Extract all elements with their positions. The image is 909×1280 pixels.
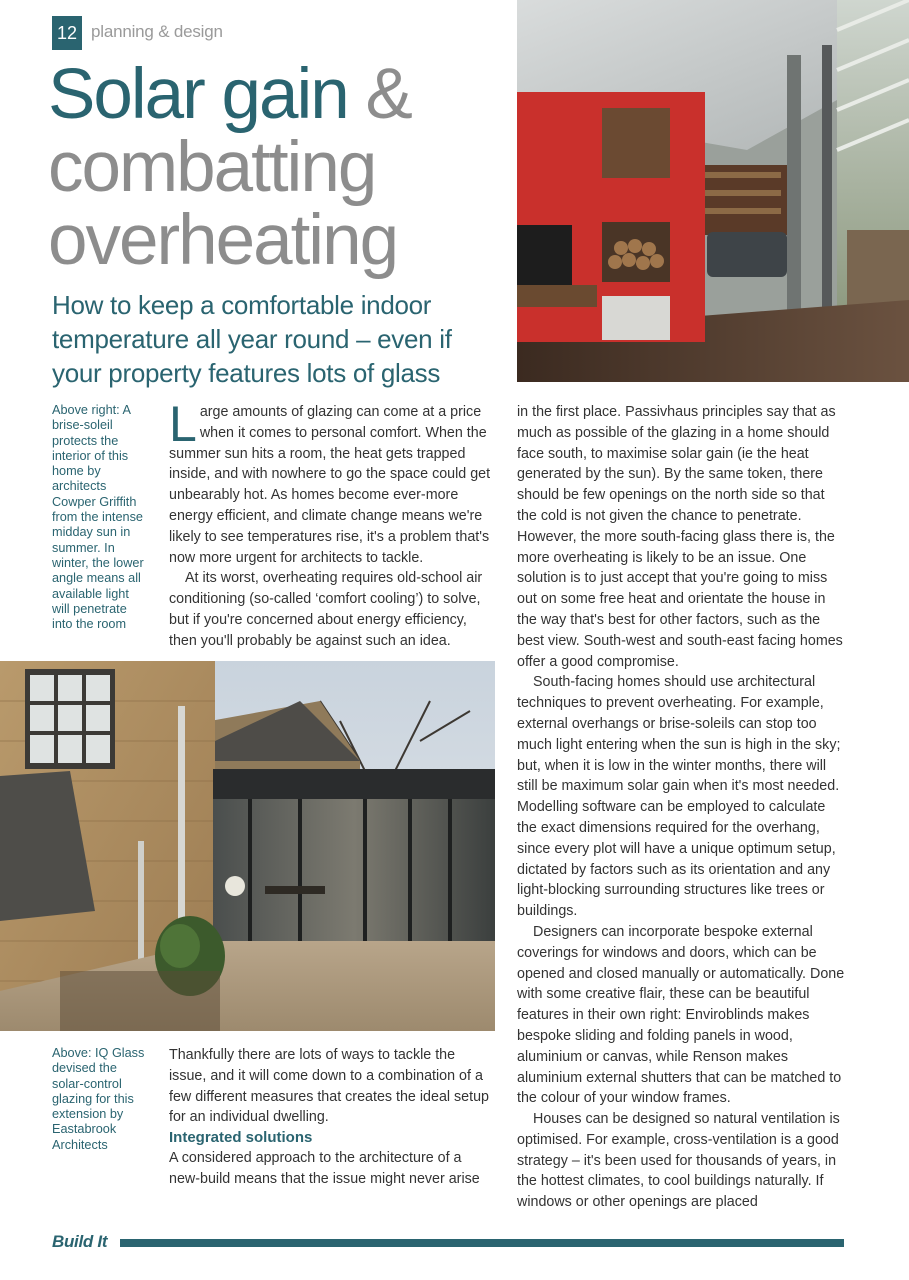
paragraph-5: in the first place. Passivhaus principles say that as much as possible of the glazing in a home should face south, to maximise solar gain (ie the heat generated by the sun). By the same token, there should be few openings on the north side so that the cold is not given the chance to penetrate. However, the more south-facing glass there is, the more overheating is likely to be an issue. One solution is to just accept that you're going to miss out on some free heat and orientate the house in the way that's best for other factors, such as the best view. South-west and south-east facing homes offer a good compromise. [517,404,843,670]
paragraph-4: A considered approach to the architecture of a new-build means that the issue might never arise [169,1150,480,1187]
footer-rule [120,1239,844,1247]
body-column-1 [169,396,493,652]
caption-above-right: Above right: A brise-soleil protects the interior of this home by architects Cowper Griffith from the intense midday sun in summer. In winter, the lower angle means all available light will penetrate into the room [52,403,144,632]
paragraph-2: At its worst, overheating requires old-school air conditioning (so-called ‘comfort cooling’) to solve, but if you're concerned about energy efficiency, then you'll probably be against such an idea. [169,570,483,649]
body-column-3 [517,402,847,1213]
title-line-3: overheating [48,201,398,280]
paragraph-1-text: arge amounts of glazing can come at a price when it comes to personal comfort. When the summer sun hits a room, the heat gets trapped inside, and with nowhere to go the space could get unbearably hot. As homes become ever-more energy efficient, and climate change means we're likely to see temperatures rise, it's a problem that's now more urgent for architects to tackle. [169,404,491,566]
title-line-2: combatting [48,128,376,207]
intro-paragraph [169,396,493,568]
title-ampersand: & [365,55,411,134]
extension-photo [0,661,495,1031]
section-label: planning & design [91,22,223,41]
article-subtitle: How to keep a comfortable indoor temperature all year round – even if your property features lots of glass [52,290,452,388]
drop-cap: L [169,396,197,452]
page-number: 12 [52,16,82,50]
paragraph-3: Thankfully there are lots of ways to tackle the issue, and it will come down to a combination of a few different measures that creates the ideal setup for an individual dwelling. [169,1047,490,1126]
caption-above: Above: IQ Glass devised the solar-control glazing for this extension by Eastabrook Architects [52,1046,145,1152]
subheading-integrated-solutions: Integrated solutions [169,1129,313,1147]
magazine-brand: Build It [52,1232,108,1251]
interior-photo [517,0,909,382]
paragraph-8: Houses can be designed so natural ventilation is optimised. For example, cross-ventilation is a good strategy – it's been used for thousands of years, in the hottest climates, to cool buildings naturally. If windows or other openings are placed [517,1111,840,1211]
title-line-1: Solar gain [48,55,348,134]
paragraph-6: South-facing homes should use architectural techniques to prevent overheating. For example, external overhangs or brise-soleils can stop too much light entering when the sun is high in the sky; but, when it is low in the winter months, there will still be maximum solar gain when it's most needed. Modelling software can be employed to calculate the exact dimensions required for the overhang, since every plot will have a unique optimum setup, dictated by factors such as its orientation and any light-blocking surrounding structures like trees or buildings. [517,674,841,920]
body-column-2 [169,1045,493,1190]
paragraph-7: Designers can incorporate bespoke external coverings for windows and doors, which can be opened and closed manually or automatically. Done with some creative flair, these can be beautiful features in their own right: Enviroblinds makes bespoke sliding and folding panels in wood, aluminium or canvas, while Renson makes aluminium external shutters that can be matched to the colour of your window frames. [517,923,845,1107]
article-title [48,55,508,280]
